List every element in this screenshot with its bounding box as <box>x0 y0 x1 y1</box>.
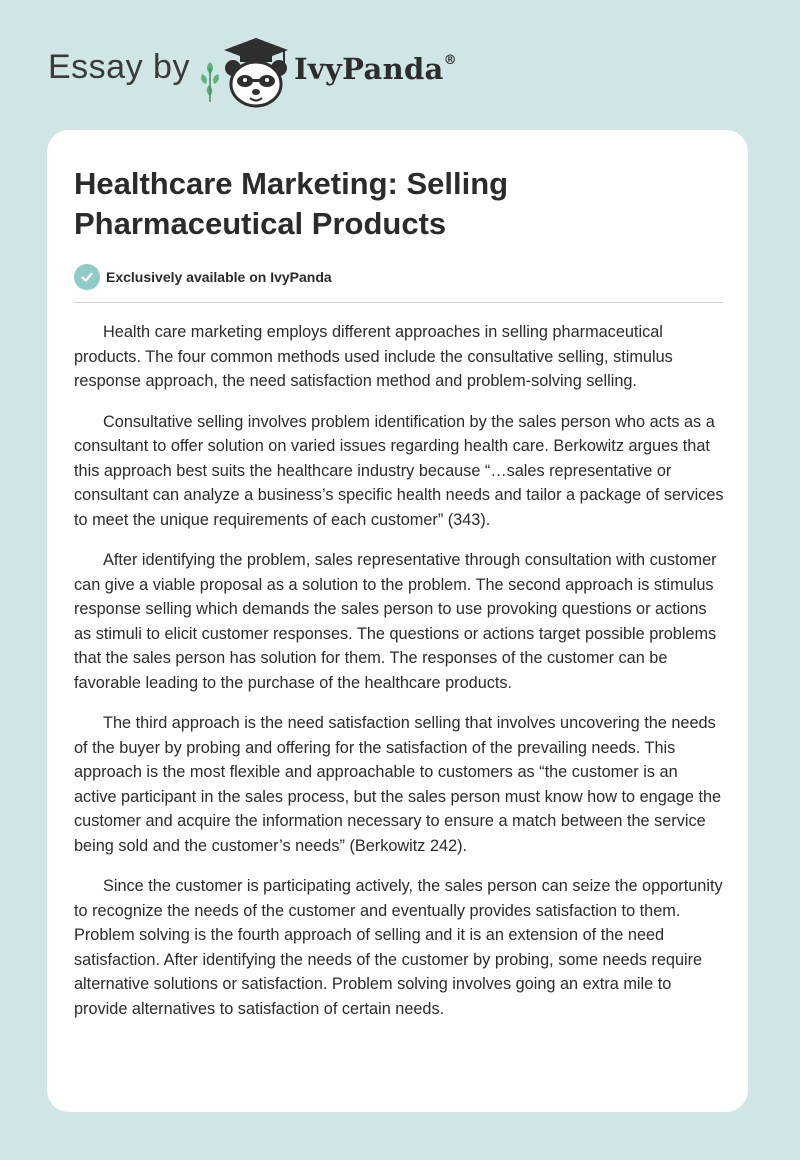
paragraph-4: The third approach is the need satisfaction selling that involves uncovering the needs of the buyer by probing and offering for the satisfaction of the prevailing needs. This approach is the most flexible and approachable to customers as “the customer is an active participant in the sales process, but the sales person must know how to engage the customer and acquire the information necessary to ensure a match between the service being sold and the customer’s needs” (Berkowitz 242). <box>74 714 722 855</box>
brand-name-text: IvyPanda <box>294 52 444 86</box>
paragraph-3: After identifying the problem, sales representative through consultation with customer can give a viable proposal as a solution to the problem. The second approach is stimulus response selling which demands the sales person to use provoking questions or actions as stimuli to elicit customer responses. The questions or actions target possible problems that the sales person has solution for them. The responses of the customer can be favorable leading to the purchase of the healthcare products. <box>74 551 717 692</box>
badge-label: Exclusively available on IvyPanda <box>106 269 332 285</box>
paragraph-2: Consultative selling involves problem identification by the sales person who acts as a consultant to offer solution on varied issues regarding health care. Berkowitz argues that this approach best suits the healthcare industry because “…sales representative or consultant can analyze a business’s specific health needs and tailor a package of services to meet the unique requirements of each customer” (343). <box>74 412 724 529</box>
check-icon <box>74 264 100 290</box>
essay-by-label: Essay by <box>48 48 190 86</box>
brand-name[interactable] <box>294 52 457 86</box>
exclusive-badge <box>74 264 332 290</box>
registered-mark: ® <box>443 53 457 69</box>
essay-body <box>74 320 724 1037</box>
essay-card <box>47 130 748 1112</box>
divider <box>74 302 723 303</box>
page-title: Healthcare Marketing: Selling Pharmaceutical Products <box>74 166 509 241</box>
paragraph-1: Health care marketing employs different approaches in selling pharmaceutical products. The four common methods used include the consultative selling, stimulus response approach, the need satisfaction method and problem-solving selling. <box>74 323 673 390</box>
paragraph-5: Since the customer is participating actively, the sales person can seize the opportunity to recognize the needs of the customer and eventually provides satisfaction to them. Problem solving is the fourth approach of selling and it is an extension of the need satisfaction. After identifying the needs of the customer by probing, some needs require alternative solutions or satisfaction. Problem solving involves going an extra mile to provide alternatives to satisfaction of certain needs. <box>74 877 723 1018</box>
panda-graduate-icon[interactable] <box>200 34 292 110</box>
site-header <box>48 30 508 110</box>
